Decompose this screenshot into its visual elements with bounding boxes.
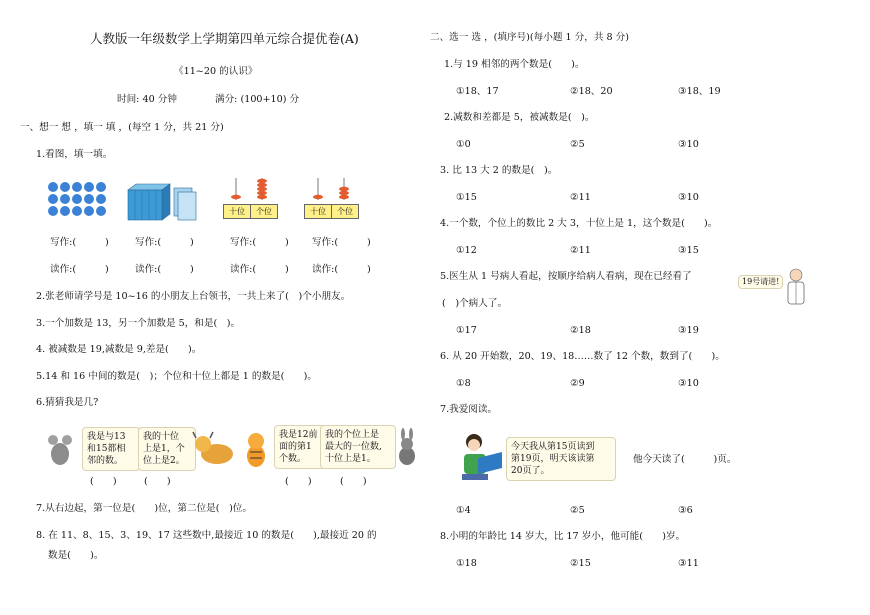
guess-answer-4: ( ) [340,476,367,487]
write-label-2: 写作:( ) [135,237,194,248]
write-label-3: 写作:( ) [230,237,289,248]
ox-icon [193,432,237,468]
s2-q2-opt1: ①0 [456,139,471,150]
s2-q8-opt2: ②15 [570,558,591,569]
abacus1-ones-label: 个位 [250,204,278,219]
s2-q6-opt2: ②9 [570,378,585,389]
guess-answer-3: ( ) [285,476,312,487]
s2-q3-opt1: ①15 [456,192,477,203]
q1-text: 1.看图，填一填。 [36,149,113,160]
s2-q6-opt1: ①8 [456,378,471,389]
section1-heading: 一、想一 想 ，填一 填 ，(每空 1 分，共 21 分) [20,122,224,133]
s2-q3-opt3: ③10 [678,192,699,203]
abacus2-tens-label: 十位 [304,204,332,219]
guess-answer-1: ( ) [90,476,117,487]
guess-answer-2: ( ) [144,476,171,487]
s2-q4-opt2: ②11 [570,245,591,256]
s2-q4-text: 4.一个数，个位上的数比 2 大 3，十位上是 1，这个数是( )。 [440,218,718,229]
read-label-2: 读作:( ) [135,264,194,275]
s2-q1-opt1: ①18、17 [456,86,499,97]
s2-q8-opt3: ③11 [678,558,699,569]
doctor-icon [785,268,807,308]
s2-q7-opt1: ①4 [456,505,471,516]
boy-reading-icon [458,432,506,482]
s2-q6-opt3: ③10 [678,378,699,389]
q5-text: 5.14 和 16 中间的数是( )；个位和十位上都是 1 的数是( )。 [36,371,317,382]
rabbit-icon [396,430,418,466]
s2-q3-text: 3. 比 13 大 2 的数是( )。 [440,165,558,176]
page-subtitle: 《11~20 的认识》 [174,66,258,77]
s2-q4-opt1: ①12 [456,245,477,256]
s2-q8-text: 8.小明的年龄比 14 岁大，比 17 岁小，他可能( )岁。 [440,531,686,542]
guess-bubble-4: 我的个位上是 最大的一位数, 十位上是1。 [320,425,396,469]
abacus-2-picture [304,178,356,200]
abacus1-tens-label: 十位 [223,204,251,219]
write-label-4: 写作:( ) [312,237,371,248]
s2-q3-opt2: ②11 [570,192,591,203]
s2-q1-text: 1.与 19 相邻的两个数是( )。 [444,59,585,70]
s2-q1-opt2: ②18、20 [570,86,613,97]
write-label-1: 写作:( ) [50,237,109,248]
dots-picture [48,182,108,218]
q6-text: 6.猜猜我是几? [36,397,99,408]
score-info: 满分: (100+10) 分 [215,94,300,105]
s2-q4-opt3: ③15 [678,245,699,256]
s2-q2-opt3: ③10 [678,139,699,150]
read-label-1: 读作:( ) [50,264,109,275]
abacus-1-picture [222,178,274,200]
s2-q5-text: 5.医生从 1 号病人看起，按顺序给病人看病，现在已经看了 [440,271,692,282]
read-label-4: 读作:( ) [312,264,371,275]
q8-text-line1: 8. 在 11、8、15、3、19、17 这些数中,最接近 10 的数是( ),最接近 20 的 [36,530,377,541]
s2-q7-text: 7.我爱阅读。 [440,404,498,415]
q2-text: 2.张老师请学号是 10~16 的小朋友上台领书，一共上来了( )个小朋友。 [36,291,351,302]
s2-q5-opt3: ③19 [678,325,699,336]
s2-q6-text: 6. 从 20 开始数，20、19、18……数了 12 个数，数到了( )。 [440,351,725,362]
tiger-icon [243,432,269,468]
time-info: 时间: 40 分钟 [117,94,177,105]
cube-blocks-picture [128,182,200,222]
reading-bubble: 今天我从第15页读到 第19页，明天该读第 20页了。 [506,437,616,481]
q8-text-line2: 数是( )。 [48,550,104,561]
q3-text: 3.一个加数是 13，另一个加数是 5，和是( )。 [36,318,241,329]
s2-q5-opt1: ①17 [456,325,477,336]
reading-question: 他今天读了( )页。 [633,454,737,465]
page-title: 人教版一年级数学上学期第四单元综合提优卷(A) [90,31,359,46]
s2-q8-opt1: ①18 [456,558,477,569]
doctor-sign: 19号请进! [738,275,783,289]
guess-bubble-2: 我的十位 上是1，个 位上是2。 [138,427,196,471]
s2-q1-opt3: ③18、19 [678,86,721,97]
guess-bubble-1: 我是与13 和15都相 邻的数。 [82,427,140,471]
s2-q2-opt2: ②5 [570,139,585,150]
s2-q2-text: 2.减数和差都是 5，被减数是( )。 [444,112,595,123]
abacus2-ones-label: 个位 [331,204,359,219]
s2-q5-opt2: ②18 [570,325,591,336]
q4-text: 4. 被减数是 19,减数是 9,差是( )。 [36,344,202,355]
s2-q7-opt3: ③6 [678,505,693,516]
guess-bubble-3: 我是12前 面的第1 个数。 [274,425,332,469]
read-label-3: 读作:( ) [230,264,289,275]
q7-text: 7.从右边起，第一位是( )位，第二位是( )位。 [36,503,252,514]
s2-q5-text-line2: ( )个病人了。 [442,298,508,309]
s2-q7-opt2: ②5 [570,505,585,516]
mouse-icon [46,434,74,468]
section2-heading: 二、选一 选 ，(填序号)(每小题 1 分，共 8 分) [430,32,629,43]
